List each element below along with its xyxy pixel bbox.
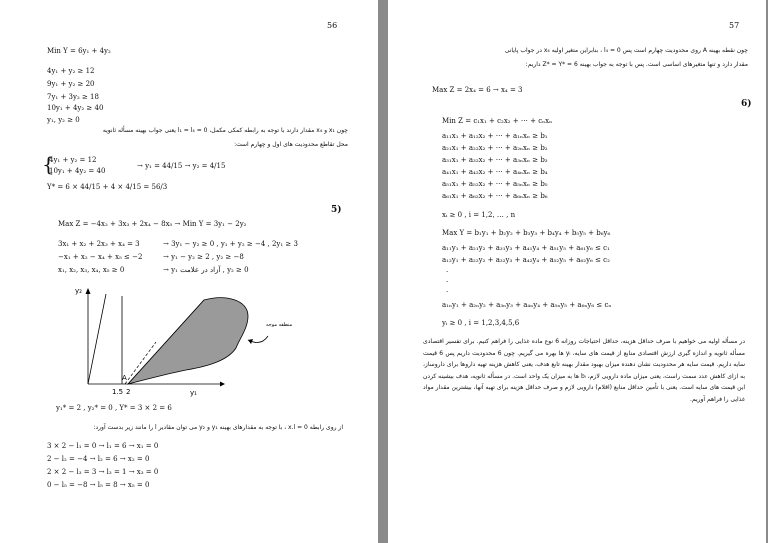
system-result: → y₁ = 44/15 → y₂ = 4/15 [137,162,226,170]
page-number: 57 [729,21,740,30]
question-number: 5) [331,205,342,215]
y-axis-arrow [86,288,91,294]
left-page [0,0,378,543]
primal-constraint: a₆₁x₁ + a₆₂x₂ + ⋯ + a₆ₙxₙ ≥ b₆ [442,192,548,200]
constraint-5: x₁, x₂, x₃, x₄, x₅ ≥ 0 [58,266,125,274]
constraint-5: −x₁ + x₂ − x₄ + x₅ ≤ −2 [58,253,143,261]
primal-constraint: a₁₁x₁ + a₁₂x₂ + ⋯ + a₁ₙxₙ ≥ b₁ [442,132,548,140]
nonnegativity-x: xᵢ ≥ 0 , i = 1,2, … , n [442,211,516,219]
persian-note: محل تقاطع محدودیت های اول و چهارم است: [234,141,348,148]
primal-constraint: a₂₁x₁ + a₂₂x₂ + ⋯ + a₂ₙxₙ ≥ b₂ [442,144,548,152]
feasible-region-graph [70,282,310,397]
question-number: 6) [741,99,752,109]
y-axis-label: y₂ [75,287,82,295]
constraint-line: 4y₁ + y₂ ≥ 12 [47,67,95,75]
slack-equation: 3 × 2 − l₁ = 0 → l₁ = 6 → x₁ = 0 [47,442,159,450]
constraint-line: 9y₁ + y₂ ≥ 20 [47,80,95,88]
x-axis-label: y₁ [190,389,197,397]
ellipsis-dot: . [446,286,449,294]
right-page [388,0,766,543]
constraint-line: y₁, y₂ ≥ 0 [47,116,80,124]
optimal-value: Y* = 6 × 44/15 + 4 × 4/15 = 56/3 [47,183,168,191]
dual-constraint: a₁₁y₁ + a₂₁y₂ + a₃₁y₃ + a₄₁y₄ + a₅₁y₅ + a₆₁y₆ ≤ c₁ [442,244,610,252]
constraint-5: 3x₁ + x₂ + 2x₃ + x₄ = 3 [58,240,140,248]
system-equation: 10y₁ + 4y₂ = 40 [49,167,106,175]
system-equation: 4y₁ + y₂ = 12 [49,156,97,164]
slack-equation: 2 − l₂ = −4 → l₂ = 6 → x₂ = 0 [47,455,150,463]
dual-constraint: a₁ₙy₁ + a₂ₙy₂ + a₃ₙy₃ + a₄ₙy₄ + a₅ₙy₅ + a₆ₙy₆ ≤ cₙ [442,301,612,309]
objective-min-y: Min Y = 6y₁ + 4y₂ [47,47,111,55]
solution-5: y₁* = 2 , y₂* = 0 , Y* = 3 × 2 = 6 [56,404,172,412]
max-z-result: Max Z = 2x₄ = 6 → x₄ = 3 [432,86,523,94]
page-number: 56 [327,21,338,30]
primal-constraint: a₃₁x₁ + a₃₂x₂ + ⋯ + a₃ₙxₙ ≥ b₃ [442,156,548,164]
system-brace: { [42,152,55,176]
tick-label: 1.5 [112,388,124,396]
dual-constraint-5: → 3y₁ − y₂ ≥ 0 , y₁ + y₂ ≥ −4 , 2y₁ ≥ 3 [163,240,298,248]
x-axis-arrow [220,382,225,387]
objective-min-z: Min Z = c₁x₁ + c₂x₂ + ⋯ + cₙxₙ [442,117,553,125]
persian-note: چون نقطه بهینه A روی محدودیت چهارم است پس l₄ = 0 ، بنابراین متغیر اولیه x₄ در جواب پایانی [504,47,748,54]
constraint-line: 10y₁ + 4y₂ ≥ 40 [47,104,104,112]
primal-constraint: a₄₁x₁ + a₄₂x₂ + ⋯ + a₄ₙxₙ ≥ b₄ [442,168,548,176]
objective-5: Max Z = −4x₂ + 3x₃ + 2x₄ − 8x₅ → Min Y = 3y₁ − 2y₂ [58,220,247,228]
constraint-line-steep [88,294,106,384]
interpretation-paragraph: در مسأله اولیه می خواهیم با صرف حداقل هزینه، حداقل احتیاجات روزانه 6 نوع ماده غذایی را فراهم کنیم. برای تفسیر اقتصادی مسأله ثانویه و اندازه گیری ارزش اقتصادی منابع از قیمت های سایه، yᵢ ها بهره می گیریم. چون 6 محدودیت داریم پس 6 قیمت سایه داریم. قیمت سایه هر محدودیت نشان دهنده میزان بهبود مقدار بهینه تابع هدف، یعنی کاهش هزینه تهیه داروها برای داروساز، به ازای کاهش عدد سمت راست، یعنی میزان ماده دارویی لازم، bᵢ ها به میزان یک واحد است. در مسأله ثانویه، هدف بیشینه کردن این قیمت های سایه است. یعنی با تأمین حداقل منابع (اقلام) دارویی لازم و صرف حداقل هزینه برای تهیه آنها، بیشترین مقدار مواد غذایی را فراهم آوریم. [423,338,746,403]
nonnegativity-y: yᵢ ≥ 0 , i = 1,2,3,4,5,6 [442,319,520,327]
point-a-label: A [122,374,127,382]
tick-label: 2 [126,388,131,396]
ellipsis-dot: . [446,266,449,274]
persian-note: از روی رابطه x.l = 0 ، با توجه به مقدارهای بهینه y₁ و y₂ می توان مقادیر l را مانند زیر بدست آورد: [93,424,343,431]
persian-note: چون x₁ و x₄ مقدار دارند با توجه به رابطه کمکی مکمل، l₁ = l₄ = 0 یعنی جواب بهینه مسأله ثانویه [102,127,348,134]
constraint-line: 7y₁ + 3y₂ ≥ 18 [47,93,99,101]
dual-constraint-5: → y₁ − y₂ ≥ 2 , y₂ ≥ −8 [163,253,244,261]
feasible-region [128,298,248,384]
slack-equation: 0 − l₅ = −8 → l₅ = 8 → x₅ = 0 [47,481,150,489]
slack-equation: 2 × 2 − l₃ = 3 → l₃ = 1 → x₃ = 0 [47,468,159,476]
objective-max-y: Max Y = b₁y₁ + b₂y₂ + b₃y₃ + b₄y₄ + b₅y₅ + b₆y₆ [442,229,611,237]
feasible-region-label: منطقه موجه [266,322,293,328]
dual-constraint-5: → y₁ آزاد در علامت , y₂ ≥ 0 [163,266,249,274]
dual-constraint: a₁₂y₁ + a₂₂y₂ + a₃₂y₃ + a₄₂y₄ + a₅₂y₅ + a₆₂y₆ ≤ c₂ [442,256,610,264]
ellipsis-dot: . [446,276,449,284]
persian-note: مقدار دارد و تنها متغیرهای اساسی است. پس با توجه به جواب بهینه Z* = Y* = 6 داریم: [525,61,748,68]
primal-constraint: a₅₁x₁ + a₅₂x₂ + ⋯ + a₅ₙxₙ ≥ b₅ [442,180,548,188]
